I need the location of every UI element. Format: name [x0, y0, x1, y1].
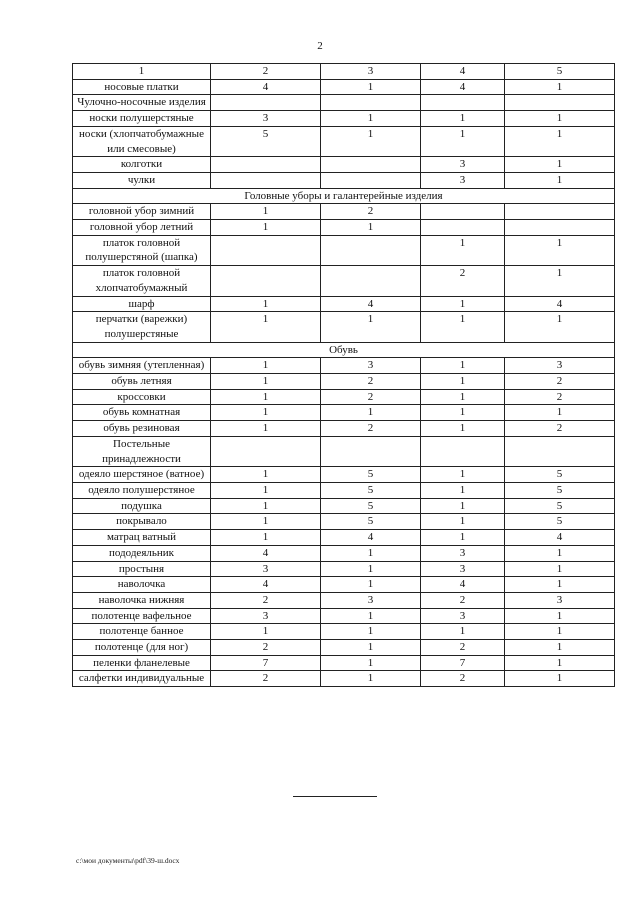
value-cell: 1: [211, 220, 321, 236]
table-row: [73, 405, 615, 421]
value-cell: 5: [211, 126, 321, 156]
item-name-cell: чулки: [73, 172, 211, 188]
item-name-cell: перчатки (варежки) полушерстяные: [73, 312, 211, 342]
value-cell: 1: [421, 467, 505, 483]
item-name-cell: Чулочно-носочные изделия: [73, 95, 211, 111]
value-cell: [211, 266, 321, 296]
value-cell: 1: [211, 204, 321, 220]
value-cell: 4: [421, 79, 505, 95]
value-cell: 3: [505, 592, 615, 608]
value-cell: 1: [211, 530, 321, 546]
header-cell: 4: [421, 64, 505, 80]
value-cell: 1: [421, 421, 505, 437]
value-cell: 1: [421, 312, 505, 342]
value-cell: 1: [421, 530, 505, 546]
value-cell: 2: [421, 640, 505, 656]
table-row: [73, 312, 615, 342]
value-cell: [321, 266, 421, 296]
value-cell: [211, 172, 321, 188]
value-cell: 3: [421, 545, 505, 561]
value-cell: 1: [211, 312, 321, 342]
value-cell: 2: [321, 421, 421, 437]
value-cell: 1: [421, 235, 505, 265]
value-cell: 1: [211, 624, 321, 640]
value-cell: [211, 235, 321, 265]
value-cell: [321, 172, 421, 188]
value-cell: 2: [211, 640, 321, 656]
item-name-cell: носовые платки: [73, 79, 211, 95]
value-cell: 4: [421, 577, 505, 593]
value-cell: 1: [211, 296, 321, 312]
section-header-row: [73, 188, 615, 204]
value-cell: [321, 157, 421, 173]
value-cell: 1: [505, 577, 615, 593]
table-row: [73, 577, 615, 593]
table-row: [73, 671, 615, 687]
value-cell: 4: [505, 530, 615, 546]
value-cell: 3: [211, 111, 321, 127]
item-name-cell: одеяло шерстяное (ватное): [73, 467, 211, 483]
table-row: [73, 421, 615, 437]
value-cell: [211, 436, 321, 466]
table-row: [73, 530, 615, 546]
item-name-cell: обувь зимняя (утепленная): [73, 358, 211, 374]
value-cell: [421, 220, 505, 236]
section-title: Обувь: [73, 342, 615, 358]
value-cell: 2: [211, 592, 321, 608]
value-cell: 5: [505, 467, 615, 483]
value-cell: [321, 436, 421, 466]
value-cell: 1: [505, 640, 615, 656]
value-cell: 1: [505, 624, 615, 640]
value-cell: 2: [505, 374, 615, 390]
value-cell: 3: [321, 358, 421, 374]
value-cell: 1: [421, 405, 505, 421]
table-row: [73, 545, 615, 561]
table-row: [73, 592, 615, 608]
table-row: [73, 296, 615, 312]
item-name-cell: платок головной полушерстяной (шапка): [73, 235, 211, 265]
value-cell: 1: [421, 624, 505, 640]
table-header-row: [73, 64, 615, 80]
value-cell: 1: [211, 482, 321, 498]
value-cell: 1: [321, 608, 421, 624]
value-cell: 1: [505, 561, 615, 577]
header-cell: 3: [321, 64, 421, 80]
value-cell: 2: [421, 592, 505, 608]
item-name-cell: салфетки индивидуальные: [73, 671, 211, 687]
value-cell: 3: [421, 561, 505, 577]
value-cell: 1: [421, 514, 505, 530]
value-cell: [505, 436, 615, 466]
value-cell: 1: [505, 655, 615, 671]
item-name-cell: носки (хлопчатобумажные или смесовые): [73, 126, 211, 156]
value-cell: 1: [505, 608, 615, 624]
value-cell: 3: [421, 157, 505, 173]
item-name-cell: одеяло полушерстяное: [73, 482, 211, 498]
table-row: [73, 389, 615, 405]
table-row: [73, 624, 615, 640]
value-cell: 1: [321, 126, 421, 156]
table-row: [73, 608, 615, 624]
item-name-cell: кроссовки: [73, 389, 211, 405]
value-cell: 1: [211, 498, 321, 514]
value-cell: [321, 235, 421, 265]
value-cell: 1: [211, 514, 321, 530]
value-cell: 7: [421, 655, 505, 671]
value-cell: 1: [505, 172, 615, 188]
value-cell: [505, 95, 615, 111]
item-name-cell: пеленки фланелевые: [73, 655, 211, 671]
footer-divider: [293, 796, 377, 797]
table-row: [73, 126, 615, 156]
value-cell: 4: [211, 545, 321, 561]
value-cell: [211, 157, 321, 173]
table-row: [73, 220, 615, 236]
file-path: c:\мои документы\pdf\39-ш.docx: [76, 856, 180, 865]
header-cell: 2: [211, 64, 321, 80]
value-cell: 1: [211, 467, 321, 483]
item-name-cell: подушка: [73, 498, 211, 514]
item-name-cell: матрац ватный: [73, 530, 211, 546]
value-cell: 3: [505, 358, 615, 374]
value-cell: 1: [505, 545, 615, 561]
item-name-cell: Постельные принадлежности: [73, 436, 211, 466]
value-cell: 1: [321, 577, 421, 593]
value-cell: 1: [211, 405, 321, 421]
value-cell: 1: [505, 266, 615, 296]
item-name-cell: простыня: [73, 561, 211, 577]
value-cell: 1: [321, 545, 421, 561]
value-cell: 2: [321, 374, 421, 390]
value-cell: 5: [321, 498, 421, 514]
value-cell: [421, 204, 505, 220]
value-cell: 1: [505, 235, 615, 265]
value-cell: 4: [505, 296, 615, 312]
item-name-cell: покрывало: [73, 514, 211, 530]
value-cell: 3: [211, 608, 321, 624]
value-cell: 5: [321, 482, 421, 498]
value-cell: [421, 436, 505, 466]
header-cell: 5: [505, 64, 615, 80]
table-row: [73, 655, 615, 671]
page-number: 2: [317, 40, 323, 52]
value-cell: 1: [321, 79, 421, 95]
table-row: [73, 95, 615, 111]
value-cell: 1: [211, 374, 321, 390]
value-cell: 4: [321, 530, 421, 546]
value-cell: 1: [421, 374, 505, 390]
value-cell: 5: [505, 482, 615, 498]
value-cell: 1: [321, 111, 421, 127]
item-name-cell: обувь летняя: [73, 374, 211, 390]
item-name-cell: шарф: [73, 296, 211, 312]
value-cell: 1: [421, 498, 505, 514]
value-cell: 1: [505, 312, 615, 342]
item-name-cell: полотенце (для ног): [73, 640, 211, 656]
value-cell: 2: [321, 204, 421, 220]
value-cell: 1: [321, 561, 421, 577]
value-cell: 1: [421, 358, 505, 374]
value-cell: 2: [321, 389, 421, 405]
value-cell: [211, 95, 321, 111]
value-cell: 1: [505, 671, 615, 687]
value-cell: 2: [505, 389, 615, 405]
value-cell: 1: [321, 405, 421, 421]
table-row: [73, 561, 615, 577]
value-cell: 1: [321, 640, 421, 656]
value-cell: 2: [421, 266, 505, 296]
value-cell: 4: [321, 296, 421, 312]
value-cell: 1: [505, 111, 615, 127]
value-cell: 1: [421, 126, 505, 156]
value-cell: 3: [211, 561, 321, 577]
value-cell: 1: [421, 296, 505, 312]
table-row: [73, 204, 615, 220]
table-row: [73, 111, 615, 127]
table-row: [73, 498, 615, 514]
value-cell: 1: [211, 421, 321, 437]
table-row: [73, 640, 615, 656]
value-cell: [505, 220, 615, 236]
item-name-cell: головной убор летний: [73, 220, 211, 236]
table-row: [73, 514, 615, 530]
value-cell: 3: [321, 592, 421, 608]
value-cell: 1: [421, 111, 505, 127]
value-cell: 1: [421, 482, 505, 498]
table-row: [73, 79, 615, 95]
item-name-cell: наволочка нижняя: [73, 592, 211, 608]
value-cell: 3: [421, 608, 505, 624]
value-cell: 7: [211, 655, 321, 671]
value-cell: [505, 204, 615, 220]
value-cell: 1: [321, 655, 421, 671]
value-cell: 5: [505, 514, 615, 530]
section-header-row: [73, 342, 615, 358]
value-cell: 5: [505, 498, 615, 514]
value-cell: 5: [321, 514, 421, 530]
table-row: [73, 374, 615, 390]
item-name-cell: носки полушерстяные: [73, 111, 211, 127]
value-cell: 1: [321, 624, 421, 640]
section-title: Головные уборы и галантерейные изделия: [73, 188, 615, 204]
item-name-cell: колготки: [73, 157, 211, 173]
table-row: [73, 235, 615, 265]
item-name-cell: платок головной хлопчатобумажный: [73, 266, 211, 296]
item-name-cell: обувь комнатная: [73, 405, 211, 421]
value-cell: 5: [321, 467, 421, 483]
value-cell: [421, 95, 505, 111]
table-row: [73, 358, 615, 374]
table-row: [73, 157, 615, 173]
table-row: [73, 467, 615, 483]
item-name-cell: полотенце вафельное: [73, 608, 211, 624]
value-cell: 4: [211, 577, 321, 593]
value-cell: 1: [321, 312, 421, 342]
value-cell: 1: [211, 358, 321, 374]
value-cell: 2: [505, 421, 615, 437]
table-row: [73, 172, 615, 188]
item-name-cell: головной убор зимний: [73, 204, 211, 220]
item-name-cell: обувь резиновая: [73, 421, 211, 437]
table-row: [73, 266, 615, 296]
item-name-cell: наволочка: [73, 577, 211, 593]
value-cell: 1: [321, 671, 421, 687]
value-cell: 1: [211, 389, 321, 405]
item-name-cell: полотенце банное: [73, 624, 211, 640]
value-cell: 1: [505, 405, 615, 421]
value-cell: [321, 95, 421, 111]
value-cell: 2: [421, 671, 505, 687]
value-cell: 1: [321, 220, 421, 236]
value-cell: 3: [421, 172, 505, 188]
value-cell: 1: [505, 157, 615, 173]
value-cell: 2: [211, 671, 321, 687]
header-cell: 1: [73, 64, 211, 80]
value-cell: 4: [211, 79, 321, 95]
table-row: [73, 436, 615, 466]
value-cell: 1: [505, 126, 615, 156]
value-cell: 1: [421, 389, 505, 405]
table-row: [73, 482, 615, 498]
items-table: [72, 63, 615, 687]
value-cell: 1: [505, 79, 615, 95]
item-name-cell: пододеяльник: [73, 545, 211, 561]
